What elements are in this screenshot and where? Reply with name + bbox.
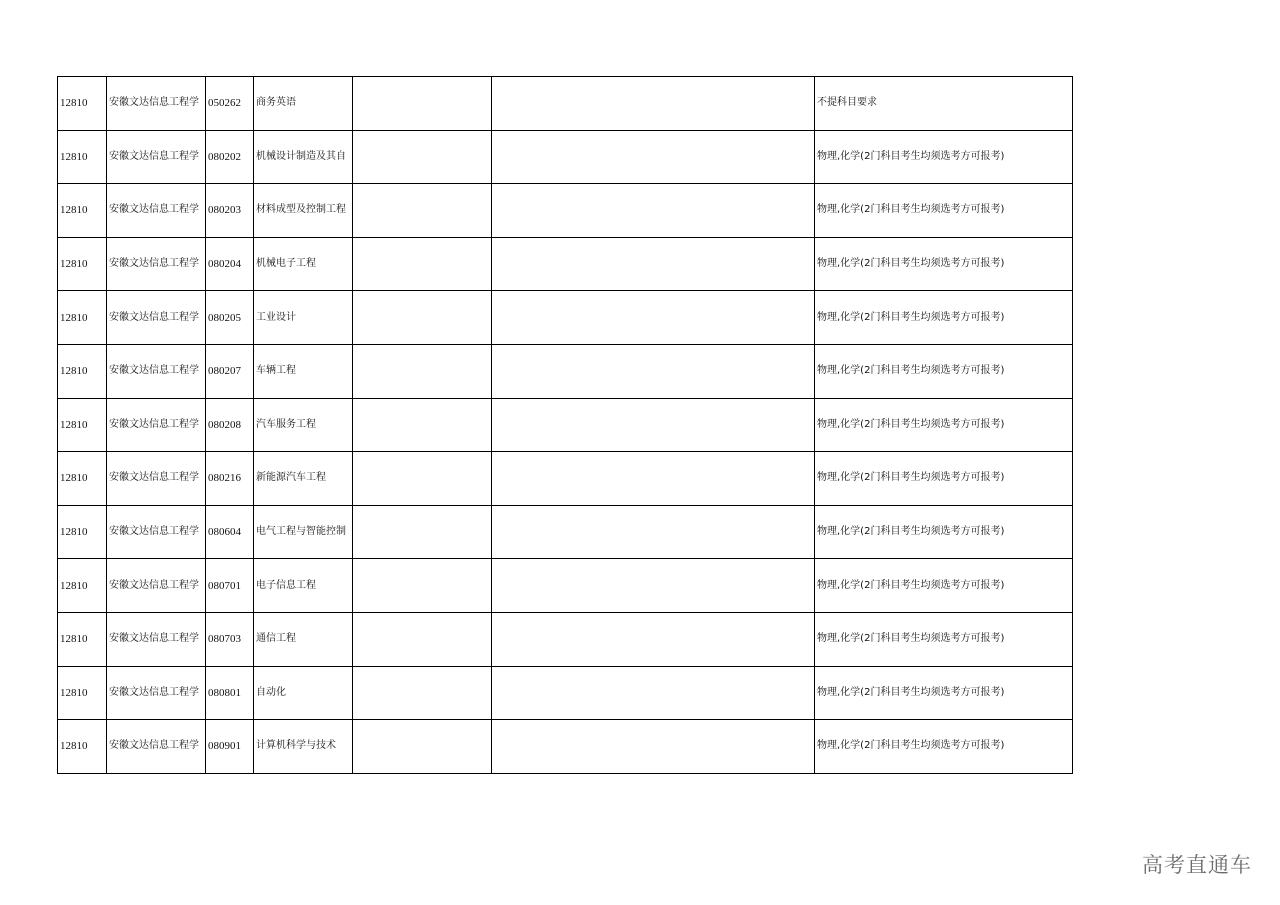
school-code-cell: 12810 [58,559,107,613]
empty-cell [353,666,492,720]
empty-cell [353,130,492,184]
empty-cell [492,452,815,506]
major-name-cell: 工业设计 [254,291,353,345]
subject-requirement-cell: 物理,化学(2门科目考生均须选考方可报考) [815,237,1073,291]
empty-cell [492,184,815,238]
empty-cell [492,505,815,559]
school-name-cell: 安徽文达信息工程学 [107,344,206,398]
school-code-cell: 12810 [58,237,107,291]
empty-cell [492,291,815,345]
subject-requirement-cell: 物理,化学(2门科目考生均须选考方可报考) [815,612,1073,666]
table-row [58,291,1073,345]
subject-requirement-cell: 物理,化学(2门科目考生均须选考方可报考) [815,398,1073,452]
table-row [58,237,1073,291]
school-name-cell: 安徽文达信息工程学 [107,237,206,291]
school-name-cell: 安徽文达信息工程学 [107,184,206,238]
table-row [58,398,1073,452]
table-row [58,720,1073,774]
school-code-cell: 12810 [58,452,107,506]
major-name-cell: 通信工程 [254,612,353,666]
school-code-cell: 12810 [58,398,107,452]
subject-requirement-cell: 物理,化学(2门科目考生均须选考方可报考) [815,344,1073,398]
school-name-cell: 安徽文达信息工程学 [107,398,206,452]
school-name-cell: 安徽文达信息工程学 [107,291,206,345]
subject-requirement-cell: 物理,化学(2门科目考生均须选考方可报考) [815,184,1073,238]
empty-cell [353,291,492,345]
empty-cell [492,666,815,720]
major-code-cell: 080205 [206,291,254,345]
table-row [58,559,1073,613]
school-code-cell: 12810 [58,505,107,559]
major-code-cell: 080604 [206,505,254,559]
school-name-cell: 安徽文达信息工程学 [107,612,206,666]
school-code-cell: 12810 [58,184,107,238]
empty-cell [492,612,815,666]
subject-requirement-cell: 物理,化学(2门科目考生均须选考方可报考) [815,291,1073,345]
table-row [58,612,1073,666]
major-code-cell: 080901 [206,720,254,774]
empty-cell [492,559,815,613]
empty-cell [353,559,492,613]
empty-cell [492,77,815,131]
table-row [58,344,1073,398]
school-code-cell: 12810 [58,666,107,720]
major-name-cell: 车辆工程 [254,344,353,398]
table-row [58,452,1073,506]
major-name-cell: 计算机科学与技术 [254,720,353,774]
school-name-cell: 安徽文达信息工程学 [107,77,206,131]
subject-requirement-cell: 物理,化学(2门科目考生均须选考方可报考) [815,720,1073,774]
school-code-cell: 12810 [58,612,107,666]
empty-cell [353,77,492,131]
empty-cell [353,612,492,666]
table-row [58,77,1073,131]
table-row [58,505,1073,559]
major-code-cell: 080204 [206,237,254,291]
major-name-cell: 汽车服务工程 [254,398,353,452]
empty-cell [353,344,492,398]
empty-cell [492,398,815,452]
empty-cell [492,130,815,184]
major-code-cell: 080207 [206,344,254,398]
subject-requirement-cell: 物理,化学(2门科目考生均须选考方可报考) [815,130,1073,184]
empty-cell [492,344,815,398]
major-name-cell: 电子信息工程 [254,559,353,613]
major-code-cell: 080216 [206,452,254,506]
empty-cell [353,398,492,452]
school-name-cell: 安徽文达信息工程学 [107,130,206,184]
school-name-cell: 安徽文达信息工程学 [107,559,206,613]
major-code-cell: 080703 [206,612,254,666]
major-name-cell: 机械电子工程 [254,237,353,291]
subject-requirements-table [57,76,1073,774]
subject-requirement-cell: 物理,化学(2门科目考生均须选考方可报考) [815,452,1073,506]
table-row [58,184,1073,238]
school-name-cell: 安徽文达信息工程学 [107,720,206,774]
empty-cell [353,505,492,559]
table-body [58,77,1073,774]
school-name-cell: 安徽文达信息工程学 [107,452,206,506]
major-code-cell: 080203 [206,184,254,238]
school-name-cell: 安徽文达信息工程学 [107,505,206,559]
subject-requirement-cell: 物理,化学(2门科目考生均须选考方可报考) [815,505,1073,559]
school-name-cell: 安徽文达信息工程学 [107,666,206,720]
school-code-cell: 12810 [58,720,107,774]
major-name-cell: 机械设计制造及其自 [254,130,353,184]
school-code-cell: 12810 [58,130,107,184]
empty-cell [353,184,492,238]
table-row [58,666,1073,720]
empty-cell [353,720,492,774]
school-code-cell: 12810 [58,344,107,398]
major-name-cell: 材料成型及控制工程 [254,184,353,238]
major-code-cell: 050262 [206,77,254,131]
major-name-cell: 新能源汽车工程 [254,452,353,506]
empty-cell [492,720,815,774]
major-name-cell: 商务英语 [254,77,353,131]
major-code-cell: 080208 [206,398,254,452]
empty-cell [353,237,492,291]
empty-cell [492,237,815,291]
table-row [58,130,1073,184]
major-code-cell: 080202 [206,130,254,184]
major-code-cell: 080701 [206,559,254,613]
major-code-cell: 080801 [206,666,254,720]
watermark-text: 高考直通车 [1142,853,1252,877]
major-name-cell: 自动化 [254,666,353,720]
school-code-cell: 12810 [58,77,107,131]
empty-cell [353,452,492,506]
subject-requirement-cell: 物理,化学(2门科目考生均须选考方可报考) [815,666,1073,720]
school-code-cell: 12810 [58,291,107,345]
subject-requirement-cell: 物理,化学(2门科目考生均须选考方可报考) [815,559,1073,613]
subject-requirement-cell: 不提科目要求 [815,77,1073,131]
major-name-cell: 电气工程与智能控制 [254,505,353,559]
